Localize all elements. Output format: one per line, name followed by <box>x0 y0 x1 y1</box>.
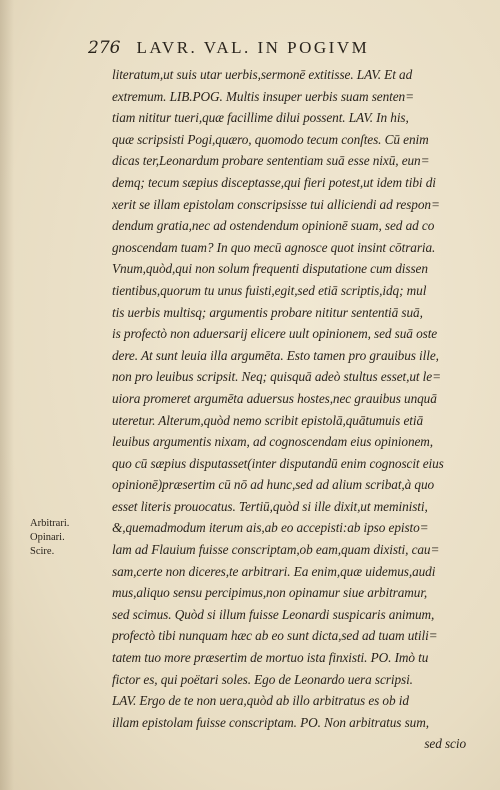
text-line: opinionē)præsertim cū nō ad hunc,sed ad alium scribat,à quo <box>112 477 435 493</box>
text-line: mus,aliquo sensu percipimus,non opinamur siue arbitramur, <box>112 585 428 601</box>
text-line: fictor es, qui poëtari soles. Ego de Leonardo uera scripsi. <box>112 671 413 687</box>
text-line: LAV. Ergo de te non uera,quòd ab illo arbitratus es ob id <box>112 693 409 709</box>
text-line: profectò tibi nunquam hæc ab eo sunt dicta,sed ad tuam utili= <box>112 628 438 644</box>
text-line: demq; tecum sæpius disceptasse,qui fieri potest,ut idem tibi di <box>112 174 436 190</box>
text-line: quæ scripsisti Pogi,quæro, quomodo tecum conſtes. Cū enim <box>112 131 429 147</box>
text-line: sam,certe non diceres,te arbitrari. Ea enim,quæ uidemus,audi <box>112 563 436 579</box>
text-line: esset literis prouocatus. Tertiū,quòd si ille dixit,ut meministi, <box>112 498 428 514</box>
text-line: dicas ter,Leonardum probare sententiam suā esse nixū, eun= <box>112 153 430 169</box>
text-line: &,quemadmodum iterum ais,ab eo accepisti:ab ipso episto= <box>112 520 429 536</box>
text-line: illam epistolam fuisse conscriptam. PO. Non arbitratus sum, <box>112 714 429 730</box>
catchword: sed scio <box>424 736 466 752</box>
text-line: non pro leuibus scripsit. Neq; quisquā adeò stultus esset,ut le= <box>112 369 441 385</box>
text-line: quo cū sæpius disputasset(inter disputandū enim cognoscit eius <box>112 455 444 471</box>
text-line: dendum gratia,nec ad ostendendum opinionē suam, sed ad co <box>112 218 435 234</box>
text-line: leuibus argumentis nixam, ad cognoscendam eius opinionem, <box>112 434 434 450</box>
text-line: uteretur. Alterum,quòd nemo scribit epistolā,quātumuis etiā <box>112 412 423 428</box>
margin-note-scire: Scire. <box>30 546 55 557</box>
text-line: tiam nititur tueri,quæ facillime dilui possent. LAV. In his, <box>112 110 409 126</box>
text-line: is profectò non aduersarij elicere uult opinionem, sed suā oste <box>112 326 438 342</box>
text-line: uiora promeret argumēta aduersus hostes,nec grauibus unquā <box>112 390 437 406</box>
text-line: tientibus,quorum tu unus fuisti,egit,sed etiā scriptis,idq; mul <box>112 282 427 298</box>
text-line: tatem tuo more præsertim de mortuo ista finxisti. PO. Imò tu <box>112 650 429 666</box>
margin-note-opinari: Opinari. <box>30 532 65 543</box>
text-line: gnoscendam tuam? In quo mecū agnosce quot insint cōtraria. <box>112 239 436 255</box>
text-line: literatum,ut suis utar uerbis,sermonē extitisse. LAV. Et ad <box>112 67 413 82</box>
text-line: tis uerbis multisq; argumentis probare nititur sententiā suā, <box>112 304 423 320</box>
text-line: extremum. LIB.POG. Multis insuper uerbis suam senten= <box>112 88 414 104</box>
spine-shadow <box>0 0 14 790</box>
page-number: 276 <box>88 38 121 58</box>
text-line: lam ad Flauium fuisse conscriptam,ob eam,quam dixisti, cau= <box>112 542 440 558</box>
margin-note <box>30 517 110 559</box>
text-line: sed scimus. Quòd si illum fuisse Leonardi suspicaris animum, <box>112 606 435 622</box>
running-head: LAVR. VAL. IN POGIVM <box>136 38 370 57</box>
body-text <box>112 64 472 755</box>
margin-note-arbitrari: Arbitrari. <box>30 518 70 529</box>
text-line: Vnum,quòd,qui non solum frequenti disputatione cum dissen <box>112 261 428 277</box>
text-line: dere. At sunt leuia illa argumēta. Esto tamen pro grauibus ille, <box>112 347 439 363</box>
page-header <box>88 38 428 62</box>
text-line: xerit se illam epistolam conscripsisse tui alliciendi ad respon= <box>112 196 440 212</box>
